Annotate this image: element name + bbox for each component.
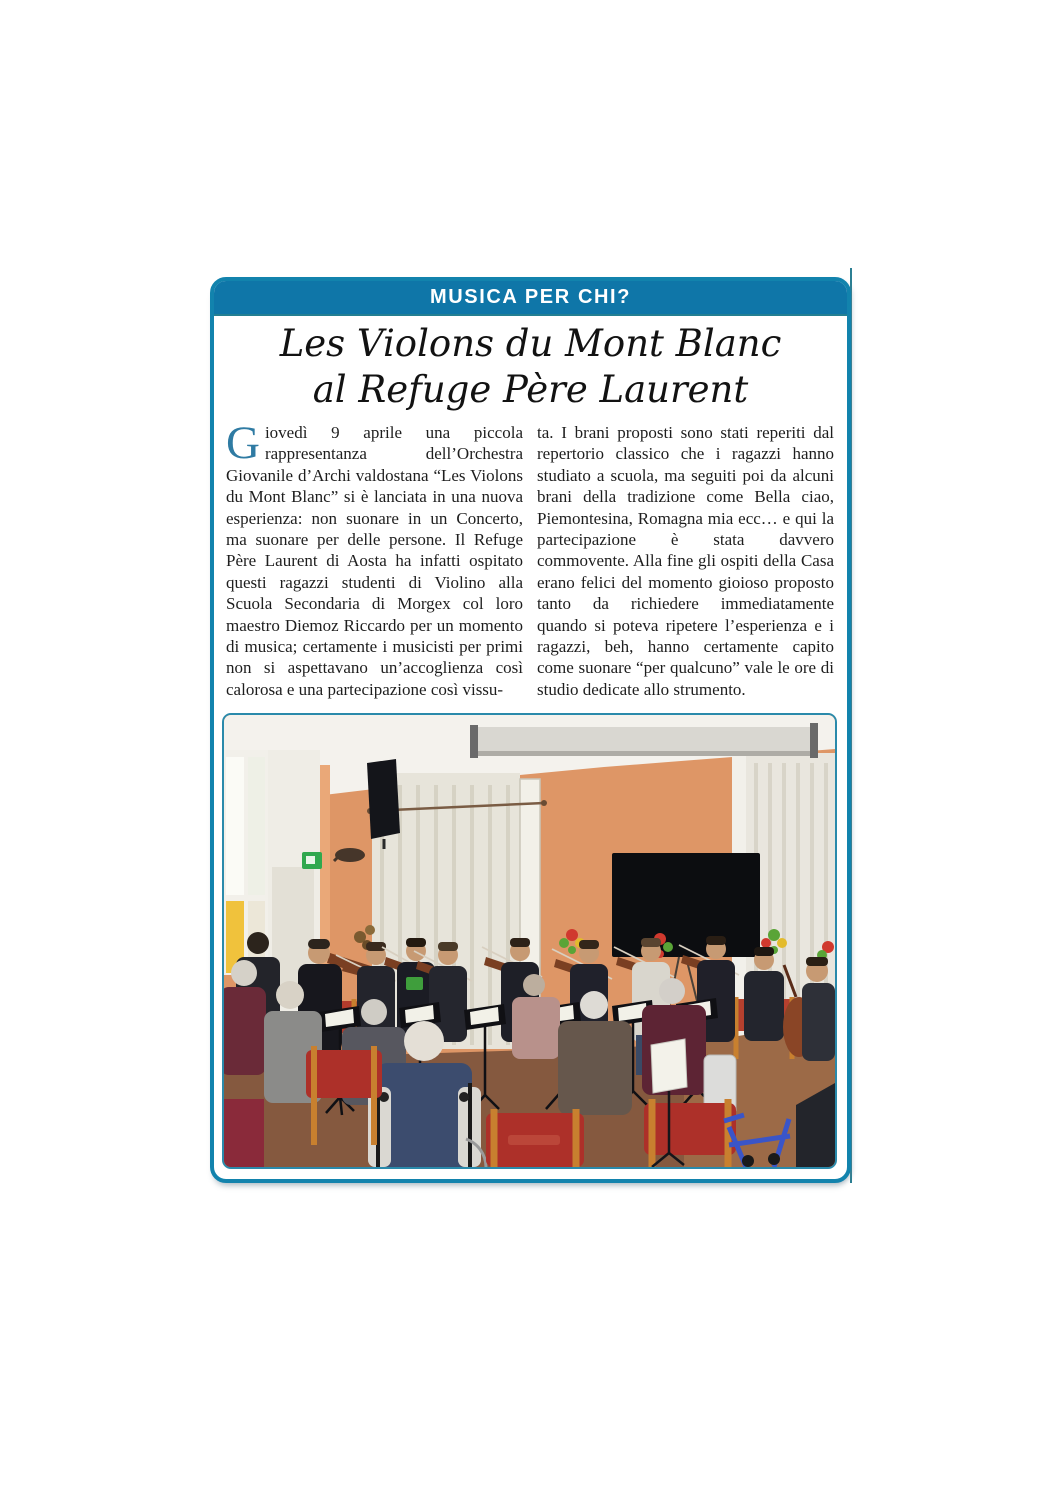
concert-photo-illustration (224, 715, 835, 1167)
title-line-2: al Refuge Père Laurent (312, 368, 749, 411)
article-photo (222, 713, 837, 1169)
photo-projector-screen (470, 723, 818, 758)
article-title (214, 316, 847, 413)
column-right-text: ta. I brani proposti sono stati reperiti dal repertorio classico che i ragazzi hanno studiato a scuola, ma seguiti poi da alcuni brani della tradizione come Bella ciao, Piemontesina, Romagna mia ecc… e qui la partecipazione è stata davvero commovente. Alla fine gli ospiti della Casa erano felici del momento gioioso proposto tanto da richiedere immediatamente quando si poteva ripetere l’esperienza e i ragazzi, beh, hanno certamente capito come suonare “per qualcuno” vale le ore di studio dedicate allo strumento. (537, 423, 834, 699)
title-line-1: Les Violons du Mont Blanc (279, 322, 782, 365)
column-left-text: iovedì 9 aprile una piccola rappresentanza dell’Orchestra Giovanile d’Archi valdostana “Les Violons du Mont Blanc” si è lanciata in una nuova esperienza: non suonare in un Concerto, ma suonare per delle persone. Il Refuge Père Laurent di Aosta ha infatti ospitato questi ragazzi studenti di Violino alla Scuola Secondaria di Morgex col loro maestro Diemoz Riccardo per un momento di musica; certamente i musicisti per primi non si aspettavano un’accoglienza così calorosa e una partecipazione così vissu- (226, 423, 523, 699)
article-column-right (537, 422, 834, 700)
photo-exit-sign (302, 852, 322, 869)
kicker-bar (214, 281, 847, 316)
article-columns (214, 413, 847, 700)
dropcap: G (226, 417, 260, 469)
article-box (210, 277, 851, 1183)
article-column-left (226, 417, 523, 700)
kicker-label: MUSICA PER CHI? (429, 286, 632, 308)
